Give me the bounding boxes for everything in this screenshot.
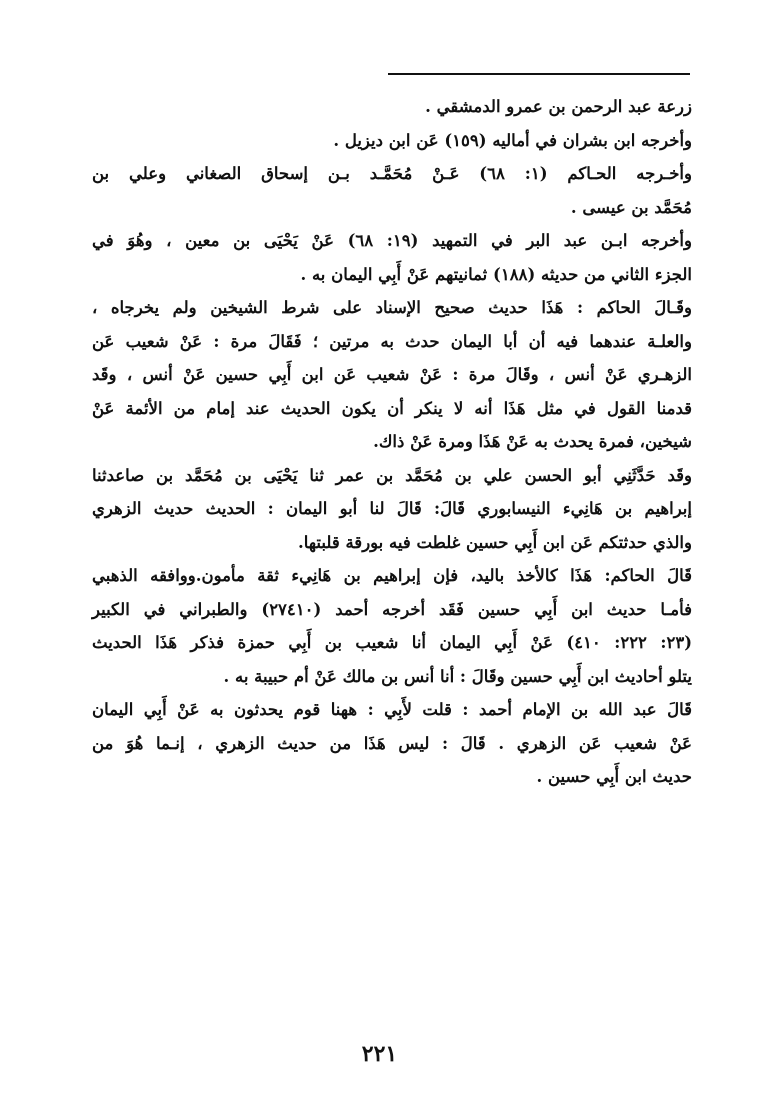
text-line: الجزء الثاني من حديثه (١٨٨) ثمانيتهم عَنْ أَبِي اليمان به . xyxy=(300,264,692,284)
text-line: وقَد حَدَّثَنِي أبو الحسن علي بن مُحَمَّد بن عمر ثنا يَحْيَى بن مُحَمَّد بن صاعدثنا xyxy=(92,465,692,485)
text-line: مُحَمَّد بن عيسى . xyxy=(570,197,692,217)
text-line: وأخرجه ابن بشران في أماليه (١٥٩) عَن ابن ديزيل . xyxy=(333,130,692,150)
text-line: فأمـا حديث ابن أَبِي حسين فَقَد أخرجه أحمد (٢٧٤١٠) والطبراني في الكبير xyxy=(92,599,693,619)
text-line: والعلـة عندهما فيه أن أبا اليمان حدث به مرتين ؛ فَقَالَ مرة : عَنْ شعيب عَن xyxy=(92,331,692,351)
text-line: إبراهيم بن هَانِيء النيسابوري قَالَ: قَالَ لنا أبو اليمان : الحديث حديث الزهري xyxy=(92,499,692,518)
text-line: قَالَ عبد الله بن الإمام أحمد : قلت لأَبِي : ههنا قوم يحدثون به عَنْ أَبِي اليمان xyxy=(92,700,692,719)
page-number: ٢٢١ xyxy=(361,1041,398,1067)
text-line: زرعة عبد الرحمن بن عمرو الدمشقي . xyxy=(425,97,692,116)
text-line: (٢٣: ٢٢٢: ٤١٠) عَنْ أَبِي اليمان أنا شعيب بن أَبِي حمزة فذكر هَذَا الحديث xyxy=(92,633,693,652)
text-line: وقَـالَ الحاكم : هَذَا حديث صحيح الإسناد على شرط الشيخين ولم يخرجاه ، xyxy=(92,298,692,317)
text-line: عَنْ شعيب عَن الزهري . قَالَ : ليس هَذَا من حديث الزهري ، إنـما هُوَ من xyxy=(92,733,692,753)
top-rule xyxy=(388,73,690,75)
main-text xyxy=(92,90,692,794)
text-line: الزهـري عَنْ أنس ، وقَالَ مرة : عَنْ شعيب عَن ابن أَبِي حسين عَنْ أنس ، وقَد xyxy=(92,365,692,384)
text-line: حديث ابن أَبِي حسين . xyxy=(536,767,692,786)
text-line: وأخـرجه الحـاكم (١: ٦٨) عَـنْ مُحَمَّـد بـن إسحاق الصغاني وعلي بن xyxy=(92,164,692,183)
text-line: شيخين، فمرة يحدث به عَنْ هَذَا ومرة عَنْ ذاك. xyxy=(373,432,692,451)
text-line: قدمنا القول في مثل هَذَا أنه لا ينكر أن يكون الحديث عند إمام من الأئمة عَنْ xyxy=(92,398,692,418)
text-line: وأخرجه ابـن عبد البر في التمهيد (١٩: ٦٨) عَنْ يَحْيَى بن معين ، وهُوَ في xyxy=(92,231,692,250)
text-line: والذي حدثتكم عَن ابن أَبِي حسين غلطت فيه بورقة قلبتها. xyxy=(298,532,692,552)
text-line: قَالَ الحاكم: هَذَا كالأخذ باليد، فإن إبراهيم بن هَانِيء ثقة مأمون.ووافقه الذهبي xyxy=(92,566,692,585)
text-line: يتلو أحاديث ابن أَبِي حسين وقَالَ : أنا أنس بن مالك عَنْ أم حبيبة به . xyxy=(223,666,692,686)
